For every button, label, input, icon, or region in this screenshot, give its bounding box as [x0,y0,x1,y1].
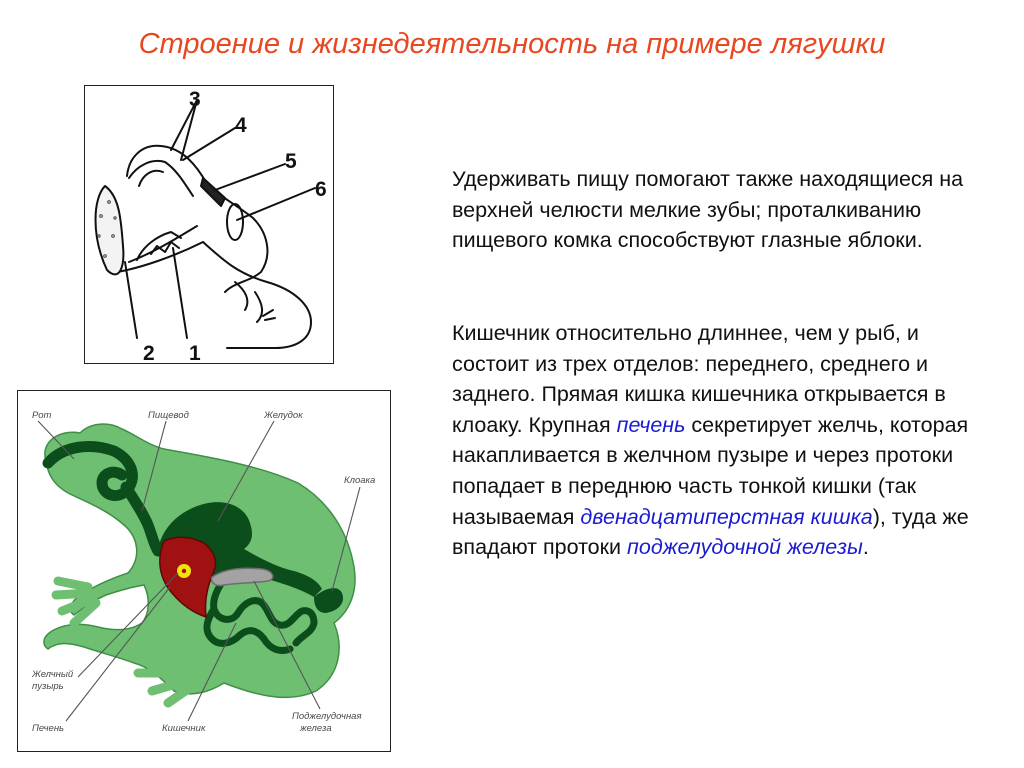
tympanum [227,204,243,240]
leader-4 [183,128,235,160]
slide-title: Строение и жизнедеятельность на примере лягушки [138,28,886,60]
paragraph-teeth: Удерживать пищу помогают также находящиеся на верхней челюсти мелкие зубы; проталкиванию пищевого комка способствуют глазные яблоки. [452,167,964,253]
frog-digestive-diagram [18,391,392,753]
label-esophagus: Пищевод [148,410,189,421]
skull-inner [139,171,163,186]
leader-1 [173,248,187,338]
label-pancreas-2: железа [300,723,332,734]
label-intestine: Кишечник [162,723,206,734]
eye [201,178,225,206]
label-cloaca: Клоака [344,475,376,486]
label-2: 2 [143,342,155,365]
head-outline [127,146,267,292]
label-liver: Печень [32,723,65,734]
label-3: 3 [189,88,201,111]
term-duodenum: двенадцатиперстная кишка [580,504,873,529]
leader-6 [237,188,315,220]
leader-2 [125,262,137,338]
frog-arm [235,282,262,322]
paragraph-part4: . [862,535,869,560]
label-pancreas-1: Поджелудочная [292,711,362,722]
label-5: 5 [285,150,297,173]
label-gallbladder-1: Желчный [32,669,74,680]
label-gallbladder-2: пузырь [32,681,64,692]
term-pancreas: поджелудочной железы [627,535,863,560]
frog-head-figure [84,85,334,364]
label-4: 4 [235,114,247,137]
leader-5 [215,164,285,190]
label-mouth: Рот [32,410,52,421]
gallbladder-core [182,569,186,573]
label-stomach: Желудок [264,410,303,421]
frog-head-drawing [85,86,335,365]
label-6: 6 [315,178,327,201]
paragraph-intestine [452,318,972,563]
label-1: 1 [189,342,201,365]
front-foot [56,581,96,623]
frog-leg-toe [263,310,275,320]
paragraph-part1: Кишечник относительно длиннее, чем у рыб, и состоит из трех отделов: переднего, среднего и заднего. Прямая кишка кишечника открывается в клоаку. Крупная [452,321,946,437]
paragraph-part3: ), туда же впадают протоки [452,504,969,560]
skull-top [129,161,193,196]
paragraph-part2: секретирует желчь, которая накапливается в желчном пузыре и через протоки попадает в переднюю часть тонкой кишки (так называемая [452,412,969,529]
term-liver: печень [616,412,686,437]
frog-digestive-figure [17,390,391,752]
tongue [96,186,124,274]
